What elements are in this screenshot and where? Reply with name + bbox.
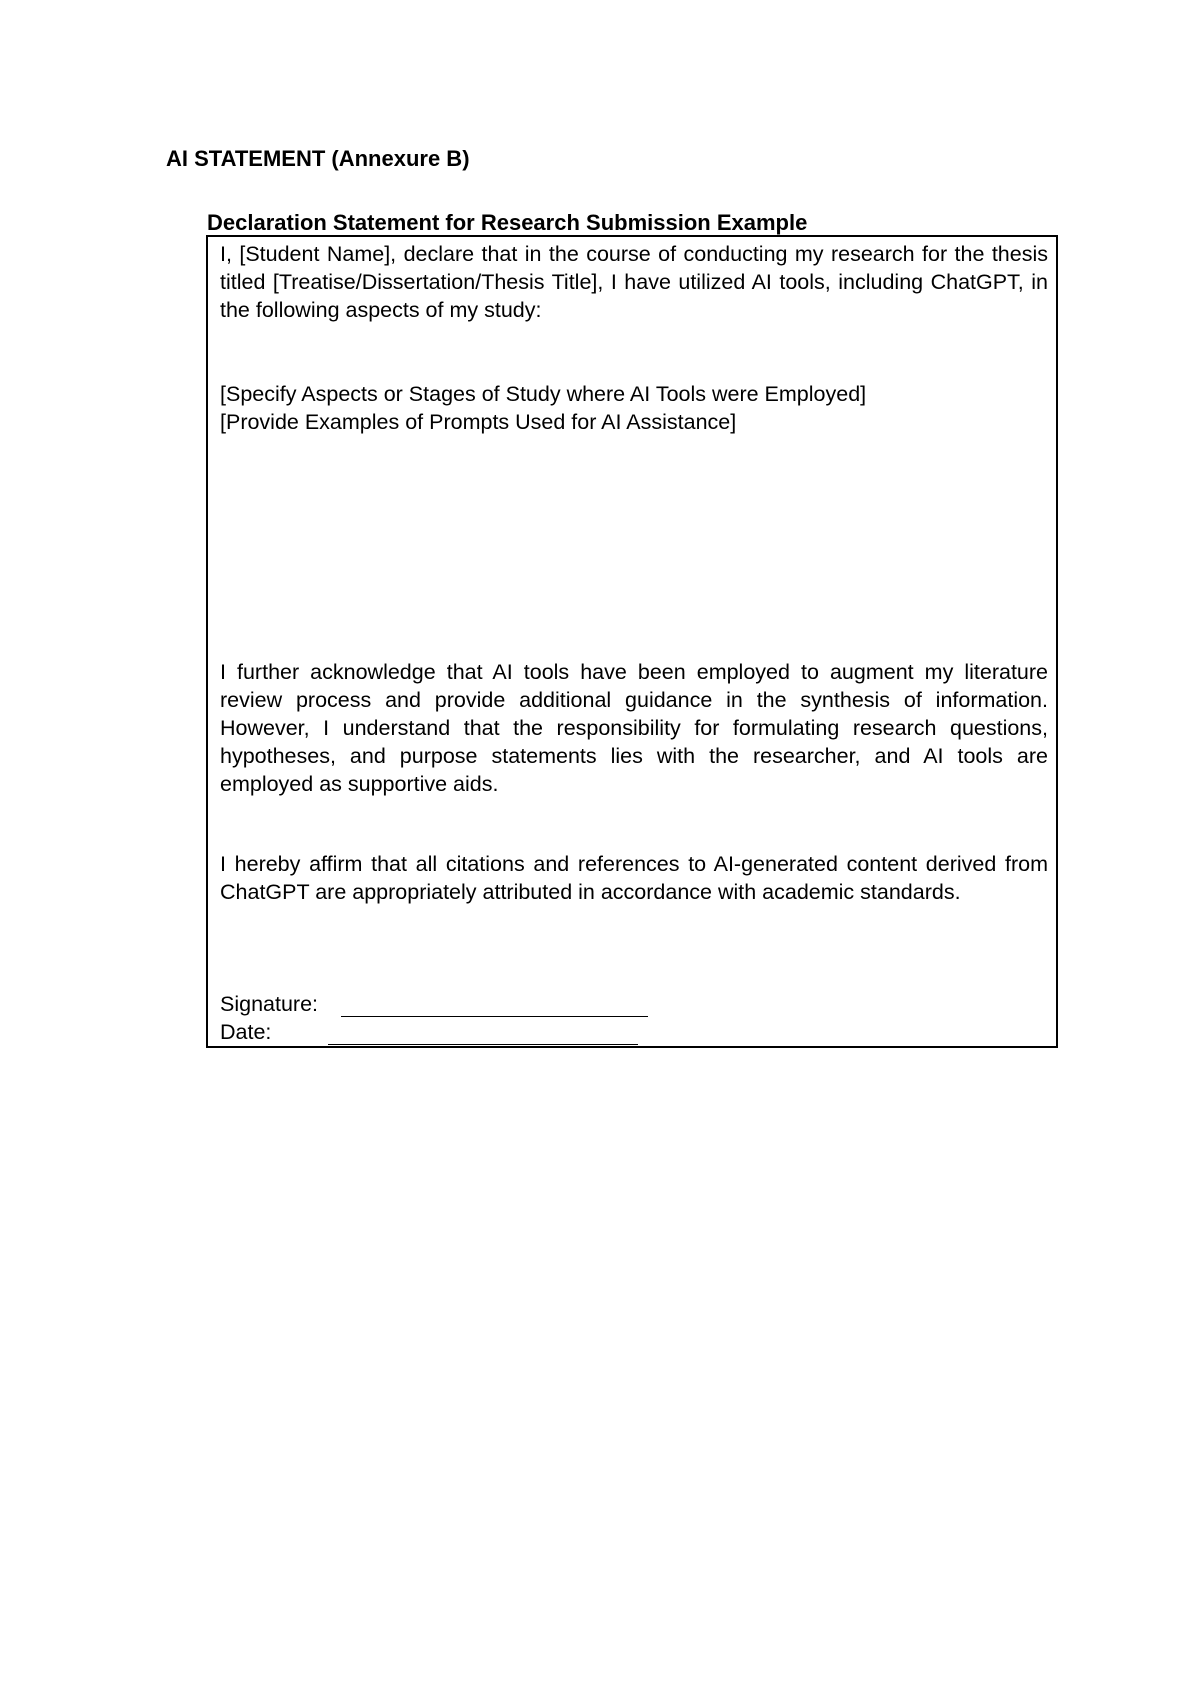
date-field[interactable] [328,1044,638,1045]
declaration-box [206,235,1058,1048]
declaration-heading: Declaration Statement for Research Submission Example [207,210,808,235]
acknowledgement-paragraph: I further acknowledge that AI tools have been employed to augment my literature review process and provide additional guidance in the synthesis of information. However, I understand that the responsibility for formulating research questions, hypotheses, and purpose statements lies with the researcher, and AI tools are employed as supportive aids. [220,660,1048,796]
page-title: AI STATEMENT (Annexure B) [166,146,470,171]
date-row [220,1018,271,1046]
signature-field[interactable] [341,1016,648,1017]
affirmation-paragraph: I hereby affirm that all citations and references to AI-generated content derived from ChatGPT are appropriately attributed in accordance with academic standards. [220,852,1048,904]
signature-label: Signature: [220,992,319,1016]
date-label: Date: [220,1020,272,1044]
prompts-placeholder: [Provide Examples of Prompts Used for AI Assistance] [220,410,737,434]
signature-row [220,990,318,1018]
intro-paragraph: I, [Student Name], declare that in the course of conducting my research for the thesis titled [Treatise/Dissertation/Thesis Title], I have utilized AI tools, including ChatGPT, in the following aspects of my study: [220,242,1048,322]
aspects-placeholder: [Specify Aspects or Stages of Study where AI Tools were Employed] [220,382,867,406]
